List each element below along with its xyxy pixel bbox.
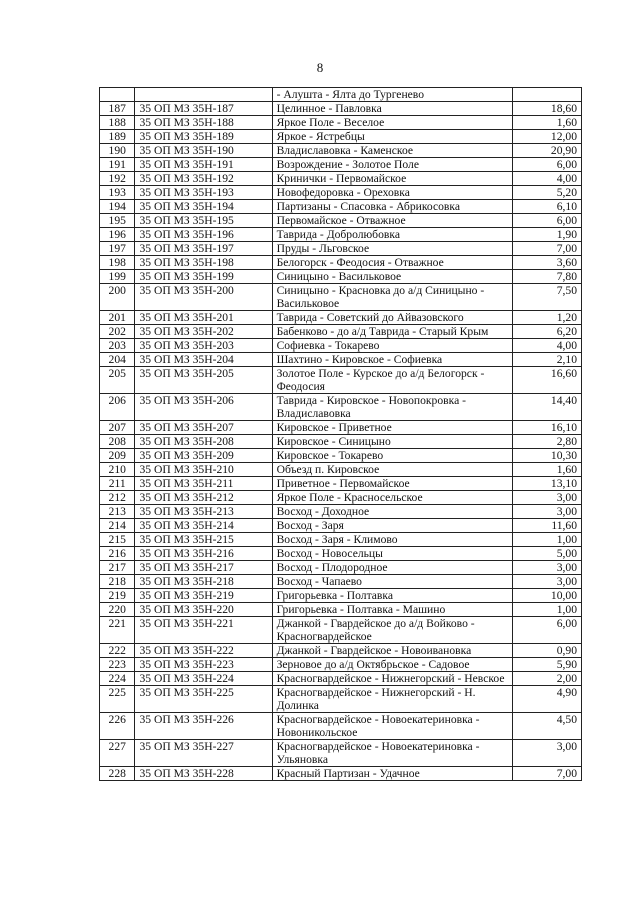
table-row: [100, 505, 582, 519]
row-number: 219: [100, 589, 135, 603]
road-code: 35 ОП МЗ 35Н-192: [135, 172, 272, 186]
road-length: 6,00: [512, 617, 581, 644]
road-code: 35 ОП МЗ 35Н-191: [135, 158, 272, 172]
row-number: 199: [100, 270, 135, 284]
road-name: Первомайское - Отважное: [272, 214, 512, 228]
road-length: 16,10: [512, 421, 581, 435]
road-code: 35 ОП МЗ 35Н-188: [135, 116, 272, 130]
road-length: 6,00: [512, 214, 581, 228]
table-row: [100, 435, 582, 449]
table-row: [100, 186, 582, 200]
row-number: 198: [100, 256, 135, 270]
road-name: Красногвардейское - Новоекатериновка - Новоникольское: [272, 713, 512, 740]
row-number: 202: [100, 325, 135, 339]
road-code: 35 ОП МЗ 35Н-193: [135, 186, 272, 200]
table-row: [100, 116, 582, 130]
road-code: 35 ОП МЗ 35Н-204: [135, 353, 272, 367]
table-row: [100, 589, 582, 603]
road-length: 1,00: [512, 533, 581, 547]
road-name: Шахтино - Кировское - Софиевка: [272, 353, 512, 367]
table-row: [100, 767, 582, 781]
road-length: 4,00: [512, 339, 581, 353]
road-length: 4,00: [512, 172, 581, 186]
table-row: [100, 353, 582, 367]
road-length: 1,60: [512, 463, 581, 477]
road-name: Кировское - Синицыно: [272, 435, 512, 449]
road-name: Кировское - Приветное: [272, 421, 512, 435]
road-name: Восход - Плодородное: [272, 561, 512, 575]
road-code: 35 ОП МЗ 35Н-213: [135, 505, 272, 519]
row-number: 189: [100, 130, 135, 144]
road-length: 3,00: [512, 561, 581, 575]
road-length: 13,10: [512, 477, 581, 491]
table-row: [100, 477, 582, 491]
row-number: 200: [100, 284, 135, 311]
road-code: 35 ОП МЗ 35Н-214: [135, 519, 272, 533]
road-code: 35 ОП МЗ 35Н-220: [135, 603, 272, 617]
table-row: [100, 242, 582, 256]
road-length: 3,00: [512, 575, 581, 589]
road-code: 35 ОП МЗ 35Н-197: [135, 242, 272, 256]
row-number: 203: [100, 339, 135, 353]
road-code: [135, 88, 272, 102]
table-row: [100, 394, 582, 421]
road-code: 35 ОП МЗ 35Н-222: [135, 644, 272, 658]
road-code: 35 ОП МЗ 35Н-215: [135, 533, 272, 547]
road-name: Таврида - Добролюбовка: [272, 228, 512, 242]
road-length: 0,90: [512, 644, 581, 658]
table-row: [100, 713, 582, 740]
road-length: 3,00: [512, 491, 581, 505]
roads-table-body: [100, 88, 582, 781]
table-row: [100, 284, 582, 311]
row-number: 212: [100, 491, 135, 505]
road-code: 35 ОП МЗ 35Н-221: [135, 617, 272, 644]
road-name: Яркое Поле - Веселое: [272, 116, 512, 130]
road-code: 35 ОП МЗ 35Н-219: [135, 589, 272, 603]
row-number: 209: [100, 449, 135, 463]
roads-table: [99, 87, 582, 781]
road-length: 7,00: [512, 767, 581, 781]
table-row: [100, 644, 582, 658]
road-name: Новофедоровка - Ореховка: [272, 186, 512, 200]
road-name: Красногвардейское - Нижнегорский - Невское: [272, 672, 512, 686]
road-code: 35 ОП МЗ 35Н-196: [135, 228, 272, 242]
road-code: 35 ОП МЗ 35Н-199: [135, 270, 272, 284]
road-length: 20,90: [512, 144, 581, 158]
road-length: 16,60: [512, 367, 581, 394]
table-row: [100, 270, 582, 284]
road-code: 35 ОП МЗ 35Н-200: [135, 284, 272, 311]
row-number: 214: [100, 519, 135, 533]
page-number: 8: [316, 60, 324, 75]
row-number: 201: [100, 311, 135, 325]
table-row: [100, 740, 582, 767]
road-code: 35 ОП МЗ 35Н-206: [135, 394, 272, 421]
road-length: [512, 88, 581, 102]
row-number: 211: [100, 477, 135, 491]
road-name: Золотое Поле - Курское до а/д Белогорск - Феодосия: [272, 367, 512, 394]
road-name: Григорьевка - Полтавка: [272, 589, 512, 603]
road-length: 5,00: [512, 547, 581, 561]
road-name: Таврида - Кировское - Новопокровка - Владиславовка: [272, 394, 512, 421]
road-name: Григорьевка - Полтавка - Машино: [272, 603, 512, 617]
road-name: Бабенково - до а/д Таврида - Старый Крым: [272, 325, 512, 339]
road-code: 35 ОП МЗ 35Н-216: [135, 547, 272, 561]
road-code: 35 ОП МЗ 35Н-189: [135, 130, 272, 144]
road-length: 12,00: [512, 130, 581, 144]
road-name: Объезд п. Кировское: [272, 463, 512, 477]
table-row: [100, 88, 582, 102]
road-name: Софиевка - Токарево: [272, 339, 512, 353]
table-row: [100, 463, 582, 477]
road-code: 35 ОП МЗ 35Н-203: [135, 339, 272, 353]
road-length: 14,40: [512, 394, 581, 421]
row-number: 205: [100, 367, 135, 394]
road-code: 35 ОП МЗ 35Н-228: [135, 767, 272, 781]
row-number: 227: [100, 740, 135, 767]
table-row: [100, 575, 582, 589]
row-number: 207: [100, 421, 135, 435]
table-row: [100, 561, 582, 575]
road-length: 1,00: [512, 603, 581, 617]
road-name: Приветное - Первомайское: [272, 477, 512, 491]
road-name: Яркое - Ястребцы: [272, 130, 512, 144]
row-number: 228: [100, 767, 135, 781]
row-number: 224: [100, 672, 135, 686]
road-length: 10,00: [512, 589, 581, 603]
road-name: Восход - Заря: [272, 519, 512, 533]
table-row: [100, 228, 582, 242]
road-name: Красногвардейское - Новоекатериновка - Ульяновка: [272, 740, 512, 767]
table-row: [100, 339, 582, 353]
table-row: [100, 200, 582, 214]
road-name: Целинное - Павловка: [272, 102, 512, 116]
table-row: [100, 311, 582, 325]
road-name: Пруды - Льговское: [272, 242, 512, 256]
table-row: [100, 658, 582, 672]
road-name: Красный Партизан - Удачное: [272, 767, 512, 781]
row-number: 220: [100, 603, 135, 617]
row-number: 188: [100, 116, 135, 130]
table-row: [100, 686, 582, 713]
row-number: 187: [100, 102, 135, 116]
row-number: 221: [100, 617, 135, 644]
road-length: 6,20: [512, 325, 581, 339]
table-row: [100, 421, 582, 435]
row-number: 195: [100, 214, 135, 228]
row-number: 204: [100, 353, 135, 367]
row-number: 226: [100, 713, 135, 740]
road-code: 35 ОП МЗ 35Н-208: [135, 435, 272, 449]
table-row: [100, 130, 582, 144]
road-length: 11,60: [512, 519, 581, 533]
table-row: [100, 158, 582, 172]
road-code: 35 ОП МЗ 35Н-190: [135, 144, 272, 158]
road-name: Зерновое до а/д Октябрьское - Садовое: [272, 658, 512, 672]
road-length: 4,90: [512, 686, 581, 713]
road-length: 1,60: [512, 116, 581, 130]
table-row: [100, 449, 582, 463]
table-row: [100, 491, 582, 505]
table-row: [100, 256, 582, 270]
road-length: 3,00: [512, 740, 581, 767]
road-length: 7,50: [512, 284, 581, 311]
road-name: Кировское - Токарево: [272, 449, 512, 463]
road-name: Владиславовка - Каменское: [272, 144, 512, 158]
road-code: 35 ОП МЗ 35Н-226: [135, 713, 272, 740]
road-name: Красногвардейское - Нижнегорский - Н. Долинка: [272, 686, 512, 713]
table-row: [100, 617, 582, 644]
road-length: 5,90: [512, 658, 581, 672]
table-row: [100, 102, 582, 116]
row-number: [100, 88, 135, 102]
row-number: 194: [100, 200, 135, 214]
road-name: Партизаны - Спасовка - Абрикосовка: [272, 200, 512, 214]
road-code: 35 ОП МЗ 35Н-212: [135, 491, 272, 505]
road-name: Таврида - Советский до Айвазовского: [272, 311, 512, 325]
road-name: Джанкой - Гвардейское - Новоивановка: [272, 644, 512, 658]
row-number: 218: [100, 575, 135, 589]
row-number: 206: [100, 394, 135, 421]
road-length: 1,20: [512, 311, 581, 325]
road-length: 3,60: [512, 256, 581, 270]
road-name: Яркое Поле - Красносельское: [272, 491, 512, 505]
road-length: 2,80: [512, 435, 581, 449]
road-length: 2,10: [512, 353, 581, 367]
road-name: Восход - Заря - Климово: [272, 533, 512, 547]
road-length: 18,60: [512, 102, 581, 116]
road-code: 35 ОП МЗ 35Н-195: [135, 214, 272, 228]
road-name: Восход - Доходное: [272, 505, 512, 519]
road-length: 6,10: [512, 200, 581, 214]
row-number: 192: [100, 172, 135, 186]
road-name: Восход - Чапаево: [272, 575, 512, 589]
table-row: [100, 547, 582, 561]
road-code: 35 ОП МЗ 35Н-211: [135, 477, 272, 491]
row-number: 210: [100, 463, 135, 477]
row-number: 217: [100, 561, 135, 575]
row-number: 208: [100, 435, 135, 449]
road-name: Возрождение - Золотое Поле: [272, 158, 512, 172]
table-row: [100, 603, 582, 617]
road-code: 35 ОП МЗ 35Н-217: [135, 561, 272, 575]
road-name: Кринички - Первомайское: [272, 172, 512, 186]
road-length: 7,00: [512, 242, 581, 256]
road-code: 35 ОП МЗ 35Н-224: [135, 672, 272, 686]
road-code: 35 ОП МЗ 35Н-225: [135, 686, 272, 713]
road-code: 35 ОП МЗ 35Н-201: [135, 311, 272, 325]
road-name: - Алушта - Ялта до Тургенево: [272, 88, 512, 102]
road-code: 35 ОП МЗ 35Н-218: [135, 575, 272, 589]
table-row: [100, 325, 582, 339]
road-length: 3,00: [512, 505, 581, 519]
road-length: 5,20: [512, 186, 581, 200]
road-name: Белогорск - Феодосия - Отважное: [272, 256, 512, 270]
road-length: 6,00: [512, 158, 581, 172]
row-number: 216: [100, 547, 135, 561]
table-row: [100, 144, 582, 158]
road-name: Джанкой - Гвардейское до а/д Войково - Красногвардейское: [272, 617, 512, 644]
row-number: 197: [100, 242, 135, 256]
road-length: 1,90: [512, 228, 581, 242]
road-code: 35 ОП МЗ 35Н-198: [135, 256, 272, 270]
road-length: 4,50: [512, 713, 581, 740]
row-number: 215: [100, 533, 135, 547]
row-number: 196: [100, 228, 135, 242]
road-code: 35 ОП МЗ 35Н-207: [135, 421, 272, 435]
row-number: 213: [100, 505, 135, 519]
table-row: [100, 172, 582, 186]
road-length: 10,30: [512, 449, 581, 463]
road-code: 35 ОП МЗ 35Н-223: [135, 658, 272, 672]
table-row: [100, 533, 582, 547]
road-code: 35 ОП МЗ 35Н-202: [135, 325, 272, 339]
row-number: 190: [100, 144, 135, 158]
row-number: 222: [100, 644, 135, 658]
road-name: Синицыно - Васильковое: [272, 270, 512, 284]
road-code: 35 ОП МЗ 35Н-205: [135, 367, 272, 394]
road-name: Восход - Новосельцы: [272, 547, 512, 561]
row-number: 191: [100, 158, 135, 172]
road-code: 35 ОП МЗ 35Н-187: [135, 102, 272, 116]
table-row: [100, 519, 582, 533]
table-row: [100, 672, 582, 686]
road-code: 35 ОП МЗ 35Н-227: [135, 740, 272, 767]
road-code: 35 ОП МЗ 35Н-210: [135, 463, 272, 477]
table-row: [100, 367, 582, 394]
table-row: [100, 214, 582, 228]
road-length: 7,80: [512, 270, 581, 284]
road-name: Синицыно - Красновка до а/д Синицыно - Васильковое: [272, 284, 512, 311]
row-number: 223: [100, 658, 135, 672]
road-code: 35 ОП МЗ 35Н-209: [135, 449, 272, 463]
row-number: 225: [100, 686, 135, 713]
road-code: 35 ОП МЗ 35Н-194: [135, 200, 272, 214]
road-length: 2,00: [512, 672, 581, 686]
row-number: 193: [100, 186, 135, 200]
